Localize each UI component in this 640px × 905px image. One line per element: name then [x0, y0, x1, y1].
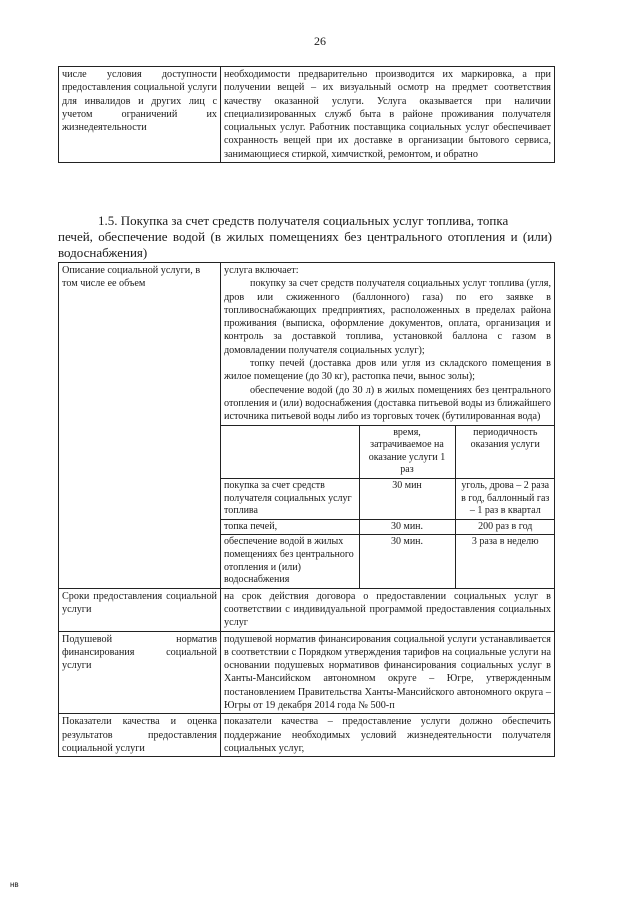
footer-mark: нв [10, 880, 19, 889]
row-value-description [221, 263, 555, 589]
row-label-financing: Подушевой норматив финансирования социальной услуги [59, 631, 221, 714]
description-paragraph-fuel: покупку за счет средств получателя социальных услуг топлива (угля, дров или сжиженного (баллонного) газа) по его заявке в топливоснабжающих предприятиях, расположенных в пределах района проживания (выписка, оформление документов, оплата, организация и контроль за доставкой топлива, установкой баллона с газом в домовладении получателя социальных услуг); [224, 278, 551, 356]
row-label-description: Описание социальной услуги, в том числе ее объем [59, 263, 221, 589]
inner-row-period: 3 раза в неделю [455, 535, 555, 588]
description-paragraph-water: обеспечение водой (до 30 л) в жилых помещениях без центрального отопления и (или) водоснабжения (доставка питьевой воды из ближайшего источника питьевой воды либо из торговых точек (бутилированная вода) [224, 384, 551, 423]
table-row [221, 478, 555, 519]
table-row [59, 67, 555, 163]
section-heading [58, 213, 552, 261]
table-row [59, 631, 555, 714]
section-heading-line2: печей, обеспечение водой (в жилых помещениях без центрального отопления и (или) водоснабжения) [58, 229, 552, 260]
description-paragraph-stove: топку печей (доставка дров или угля из складского помещения в жилое помещение (до 30 кг), растопка печи, вынос золы); [224, 358, 551, 383]
inner-row-name: обеспечение водой в жилых помещениях без центрального отопления и (или) водоснабжения [221, 535, 359, 588]
row-label-terms: Сроки предоставления социальной услуги [59, 588, 221, 631]
section-heading-line1: 1.5. Покупка за счет средств получателя социальных услуг топлива, топка [98, 213, 509, 228]
table-row [221, 519, 555, 535]
top-table-right-cell: необходимости предварительно производится их маркировка, а при получении вещей – их визуальный осмотр на предмет соответствия качеству оказанной услуги. Услуга оказывается при наличии специализированных служб быта в районе проживания получателя социальных услуг. Работник поставщика социальных услуг обеспечивает сохранность вещей при их доставке в организации бытового сервиса, занимающиеся стиркой, химчисткой, ремонтом, и обратно [221, 67, 555, 163]
inner-schedule-table [221, 425, 555, 588]
table-row [59, 588, 555, 631]
inner-header-period: периодичность оказания услуги [455, 425, 555, 478]
inner-row-time: 30 мин. [359, 535, 455, 588]
service-description-table [58, 262, 555, 757]
inner-header-empty [221, 425, 359, 478]
inner-row-name: топка печей, [221, 519, 359, 535]
inner-row-time: 30 мин [359, 478, 455, 519]
top-continuation-table [58, 66, 555, 163]
description-intro: услуга включает: [224, 265, 299, 276]
inner-row-time: 30 мин. [359, 519, 455, 535]
page-number: 26 [314, 34, 326, 48]
row-value-financing: подушевой норматив финансирования социальной услуги устанавливается в соответствии с Порядком утверждения тарифов на социальные услуги на основании подушевых нормативов финансирования социальных услуг в Ханты-Мансийском автономном округе – Югре, утвержденным постановлением Правительства Ханты-Мансийского автономного округа – Югры от 19 декабря 2014 года № 500-п [221, 631, 555, 714]
row-label-quality: Показатели качества и оценка результатов предоставления социальной услуги [59, 714, 221, 757]
table-row [59, 263, 555, 589]
inner-header-time: время, затрачиваемое на оказание услуги 1 раз [359, 425, 455, 478]
table-row [221, 425, 555, 478]
inner-row-period: уголь, дрова – 2 раза в год, баллонный газ – 1 раз в квартал [455, 478, 555, 519]
top-table-left-cell: числе условия доступности предоставления социальной услуги для инвалидов и других лиц с учетом ограничений их жизнедеятельности [59, 67, 221, 163]
inner-row-period: 200 раз в год [455, 519, 555, 535]
inner-row-name: покупка за счет средств получателя социальных услуг топлива [221, 478, 359, 519]
row-value-quality: показатели качества – предоставление услуги должно обеспечить поддержание необходимых условий жизнедеятельности получателя социальных услуг, [221, 714, 555, 757]
table-row [221, 535, 555, 588]
table-row [59, 714, 555, 757]
row-value-terms: на срок действия договора о предоставлении социальных услуг в соответствии с индивидуальной программой предоставления социальных услуг [221, 588, 555, 631]
